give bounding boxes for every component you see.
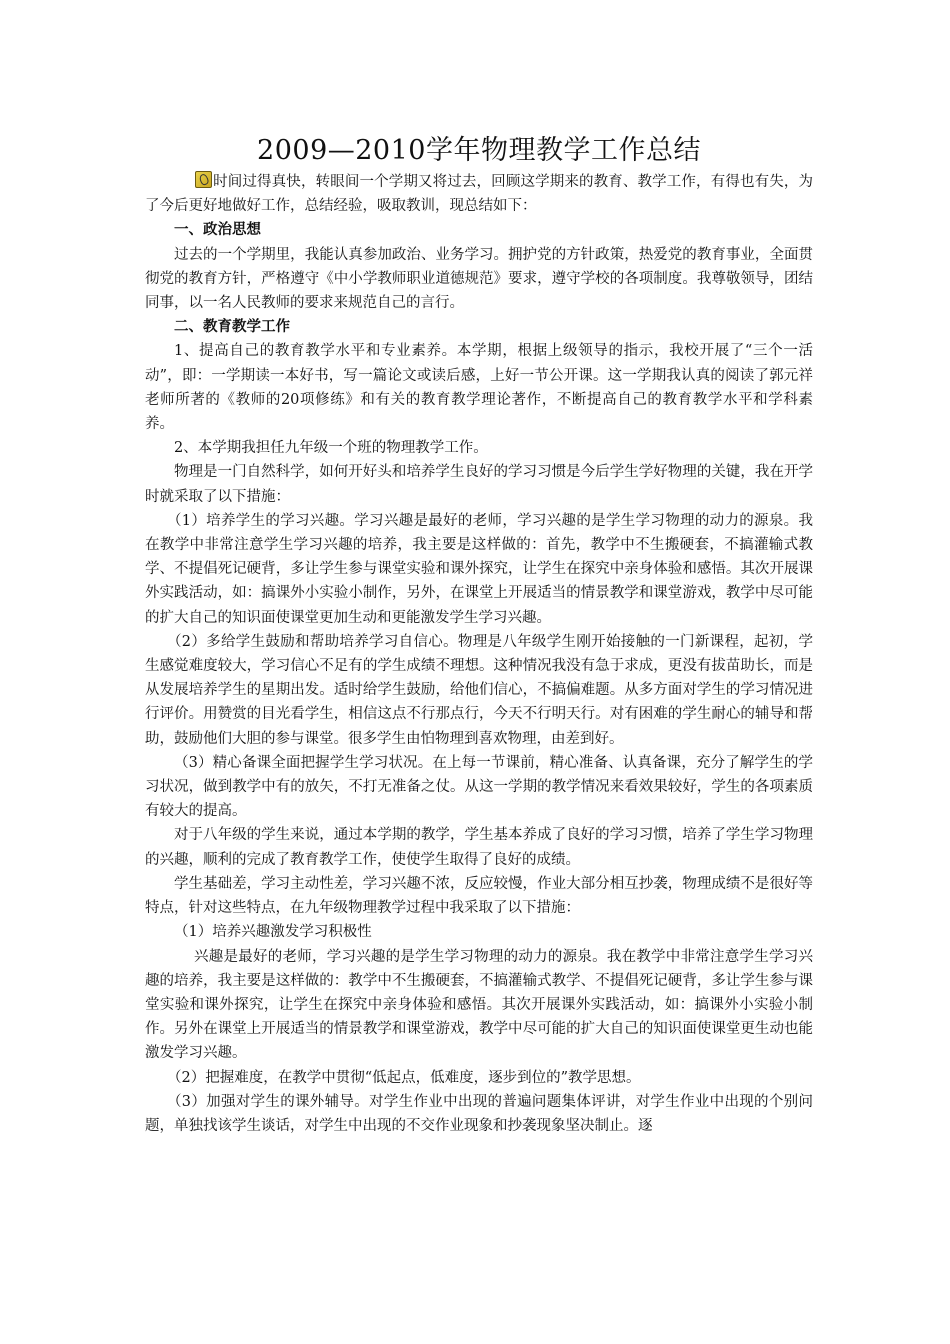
paragraph: （1）培养学生的学习兴趣。学习兴趣是最好的老师，学习兴趣的是学生学习物理的动力的源泉。我在教学中非常注意学生学习兴趣的培养，我主要是这样做的：首先，教学中不生搬硬套，不搞灌输式教学、不提倡死记硬背，多让学生参与课堂实验和课外探究，让学生在探究中亲身体验和感悟。其次开展课外实践活动，如：搞课外小实验小制作，另外，在课堂上开展适当的情景教学和课堂游戏，教学中尽可能的扩大自己的知识面使课堂更加生动和更能激发学生学习兴趣。 (145, 512, 813, 626)
section-heading-teaching: 二、教育教学工作 (174, 318, 290, 336)
paragraph: 学生基础差，学习主动性差，学习兴趣不浓，反应较慢，作业大部分相互抄袭，物理成绩不是很好等特点，针对这些特点，在九年级物理教学过程中我采取了以下措施： (145, 875, 813, 917)
paragraph: 1、提高自己的教育教学水平和专业素养。本学期，根据上级领导的指示，我校开展了“三个一活动”，即：一学期读一本好书，写一篇论文或读后感，上好一节公开课。这一学期我认真的阅读了郭元祥老师所著的《教师的20项修练》和有关的教育教学理论著作，不断提高自己的教育教学水平和学科素养。 (145, 343, 813, 433)
paragraph: （2）多给学生鼓励和帮助培养学习自信心。物理是八年级学生刚开始接触的一门新课程，起初，学生感觉难度较大，学习信心不足有的学生成绩不理想。这种情况我没有急于求成，更没有拔苗助长，而是从发展培养学生的星期出发。适时给学生鼓励，给他们信心，不搞偏难题。从多方面对学生的学习情况进行评价。用赞赏的目光看学生，相信这点不行那点行，今天不行明天行。对有困难的学生耐心的辅导和帮助，鼓励他们大胆的参与课堂。很多学生由怕物理到喜欢物理，由差到好。 (145, 633, 813, 747)
intro-paragraph (145, 170, 813, 218)
section-heading-politics: 一、政治思想 (174, 221, 261, 239)
paragraph: （3）加强对学生的课外辅导。对学生作业中出现的普遍问题集体评讲，对学生作业中出现的个别问题，单独找该学生谈话，对学生中出现的不交作业现象和抄袭现象坚决制止。逐 (145, 1093, 813, 1134)
paragraph: 2、本学期我担任九年级一个班的物理教学工作。 (174, 440, 488, 457)
paragraph: （3）精心备课全面把握学生学习状况。在上每一节课前，精心准备、认真备课，充分了解学生的学习状况，做到教学中有的放矢，不打无准备之仗。从这一学期的教学情况来看效果较好，学生的各项素质有较大的提高。 (145, 754, 813, 820)
paragraph: 物理是一门自然科学，如何开好头和培养学生良好的学习习惯是今后学生学好物理的关键，我在开学时就采取了以下措施： (145, 464, 813, 505)
paragraph: 对于八年级的学生来说，通过本学期的教学，学生基本养成了良好的学习习惯，培养了学生学习物理的兴趣，顺利的完成了教育教学工作，使使学生取得了良好的成绩。 (145, 827, 813, 868)
paragraph: 过去的一个学期里，我能认真参加政治、业务学习。拥护党的方针政策，热爱党的教育事业，全面贯彻党的教育方针，严格遵守《中小学教师职业道德规范》要求，遵守学校的各项制度。我尊敬领导，团结同事，以一名人民教师的要求来规范自己的言行。 (145, 246, 813, 312)
paragraph: （1）培养兴趣激发学习积极性 (174, 924, 372, 941)
intro-text: 时间过得真快，转眼间一个学期又将过去，回顾这学期来的教育、教学工作，有得也有失，为了今后更好地做好工作，总结经验，吸取教训，现总结如下： (145, 174, 813, 215)
paragraph: （2）把握难度，在教学中贯彻“低起点，低难度，逐步到位的”教学思想。 (167, 1069, 641, 1086)
paragraph: 兴趣是最好的老师，学习兴趣的是学生学习物理的动力的源泉。我在教学中非常注意学生学习兴趣的培养，我主要是这样做的：教学中不生搬硬套，不搞灌输式教学、不提倡死记硬背，多让学生参与课堂实验和课外探究，让学生在探究中亲身体验和感悟。其次开展课外实践活动，如：搞课外小实验小制作。另外在课堂上开展适当的情景教学和课堂游戏，教学中尽可能的扩大自己的知识面使课堂更生动也能激发学习兴趣。 (145, 948, 813, 1062)
document-title: 2009—2010学年物理教学工作总结 (257, 135, 701, 166)
document-page (145, 134, 813, 1138)
note-icon (195, 171, 212, 188)
